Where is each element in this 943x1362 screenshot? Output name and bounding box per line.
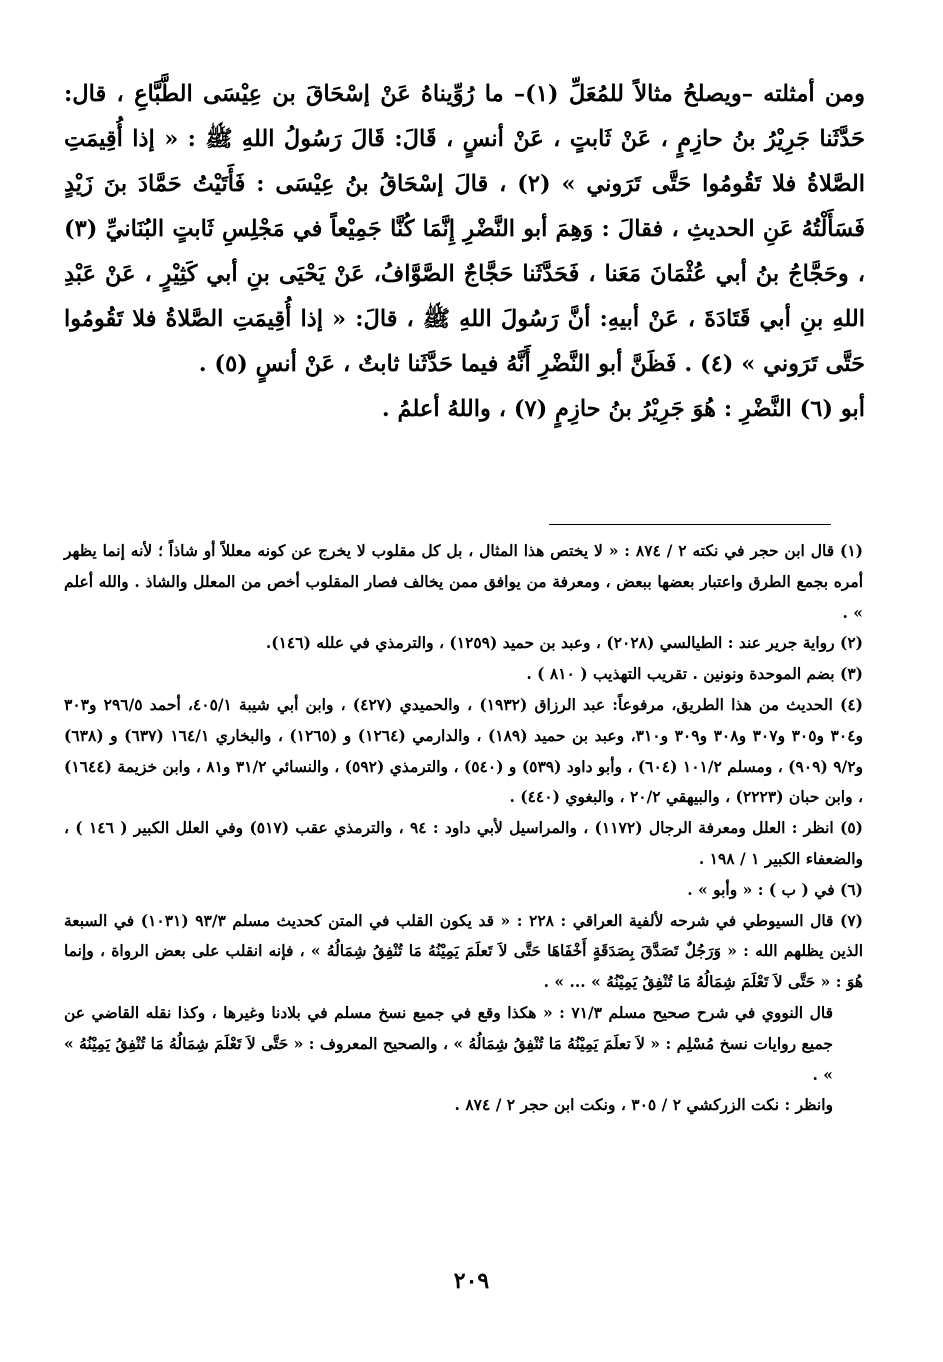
footnote-4: (٤) الحديث من هذا الطريق، مرفوعاً: عبد الرزاق (١٩٣٢) ، والحميدي (٤٢٧) ، وابن أبي شيبة ٤٠٥/١، أحمد ٢٩٦/٥ و٣٠٣ و٣٠٤ و٣٠٥ و٣٠٧ و٣٠٨ و٣٠٩ و٣١٠، وعبد بن حميد (١٨٩) ، والدارمي (١٢٦٤) و (١٢٦٥) ، والبخاري ١٦٤/١ (٦٣٧) و (٦٣٨) و٩/٢ (٩٠٩) ، ومسلم ١٠١/٢ (٦٠٤) ، وأبو داود (٥٣٩) و (٥٤٠) ، والترمذي (٥٩٢) ، والنسائي ٣١/٢ و٨١ ، وابن خزيمة (١٦٤٤) ، وابن حبان (٢٢٢٣) ، والبيهقي ٢٠/٢ ، والبغوي (٤٤٠) . — [64, 694, 864, 807]
footnote-6: (٦) في ( ب ) : « وأبو » . — [687, 879, 863, 899]
main-paragraph-2: أبو (٦) النَّضْرِ : هُوَ جَرِيْرُ بنُ حازِمٍ (٧) ، واللهُ أعلمُ . — [381, 396, 865, 422]
footnote-7: (٧) قال السيوطي في شرحه لألفية العراقي : ٢٢٨ : « قد يكون القلب في المتن كحديث مسلم ٩٣/٣ (١٠٣١) في السبعة الذين يظلهم الله : « وَرَجُلٌ تَصَدَّقَ بِصَدَقَةٍ أَخْفَاهَا حَتَّى لاَ تَعلَمَ يَمِيْنُهُ مَا تُنْفِقُ شِمَالُهُ » ، فإنه انقلب على بعض الرواة ، وإنما هُوَ : « حَتَّى لاَ تَعْلَمَ شِمَالُهُ مَا تُنْفِقُ يَمِيْنُهُ » ... » . — [64, 910, 864, 992]
footnote-7-see-also: وانظر : نكت الزركشي ٢ / ٣٠٥ ، ونكت ابن حجر ٢ / ٨٧٤ . — [454, 1095, 833, 1115]
footnote-1: (١) قال ابن حجر في نكته ٢ / ٨٧٤ : « لا يختص هذا المثال ، بل كل مقلوب لا يخرج عن كونه معللاً أو شاذاً ؛ لأنه إنما يظهر أمره بجمع الطرق واعتبار بعضها ببعض ، ومعرفة من يوافق ممن يخالف فصار المقلوب أخص من المعلل والشاذ . والله أعلم » . — [64, 541, 863, 622]
main-paragraph-1: ومن أمثلته –ويصلحُ مثالاً للمُعَلِّ (١)– ما رُوِّيناهُ عَنْ إسْحَاقَ بن عِيْسَى الطَّبَّاعِ ، قال: حَدَّثَنا جَرِيْرُ بنُ حازِمٍ ، عَنْ ثَابتٍ ، عَنْ أنسٍ ، قَالَ: قَالَ رَسُولُ اللهِ ﷺ : « إذا أُقِيمَتِ الصَّلاةُ فلا تَقُومُوا حَتَّى تَرَوني » (٢) ، قالَ إسْحَاقُ بنُ عِيْسَى : فَأَتَيْتُ حَمَّادَ بنَ زَيْدٍ فَسَأَلْتُهُ عَنِ الحديثِ ، فقالَ : وَهِمَ أبو النَّضْرِ إِنَّمَا كُنَّا جَمِيْعاً في مَجْلِسِ ثَابتٍ البُنَانيِّ (٣) ، وحَجَّاجُ بنُ أبي عُثْمَانَ مَعَنا ، فَحَدَّثَنا حَجَّاجٌ الصَّوَّافُ، عَنْ يَحْيَى بنِ أبي كَثِيْرٍ ، عَنْ عَبْدِ اللهِ بنِ أبي قَتَادَةَ ، عَنْ أبيهِ: أنَّ رَسُولَ اللهِ ﷺ ، قالَ: « إذا أُقِيمَتِ الصَّلاةُ فلا تَقُومُوا حَتَّى تَرَوني » (٤) . فَظَنَّ أبو النَّضْرِ أَنَّهُ فيما حَدَّثَنا ثابتٌ ، عَنْ أنسٍ (٥) . — [64, 81, 865, 377]
main-text — [64, 72, 865, 432]
page-number: ٢٠٩ — [453, 1268, 490, 1294]
footnote-5: (٥) انظر : العلل ومعرفة الرجال (١١٧٢) ، والمراسيل لأبي داود : ٩٤ ، والترمذي عقب (٥١٧) وفي العلل الكبير ( ١٤٦ ) ، والضعفاء الكبير ١ / ١٩٨ . — [64, 818, 863, 868]
footnote-separator — [549, 524, 831, 525]
footnote-3: (٣) بضم الموحدة ونونين . تقريب التهذيب ( ٨١٠ ) . — [526, 664, 863, 684]
footnotes — [64, 536, 863, 1121]
footnote-2: (٢) رواية جرير عند : الطيالسي (٢٠٢٨) ، وعبد بن حميد (١٢٥٩) ، والترمذي في علله (١٤٦). — [265, 633, 863, 653]
footnote-7-continuation: قال النووي في شرح صحيح مسلم ٧١/٣ : « هكذا وقع في جميع نسخ مسلم في بلادنا وغيرها ، وكذا نقله القاضي عن جميع روايات نسخ مُسْلِم : « لاَ تعلَمَ يَمِيْنُهُ مَا تُنْفِقُ شِمَالُهُ » ، والصحيح المعروف : « حَتَّى لاَ تَعْلَمَ شِمَالُهُ مَا تُنْفِقُ يَمِيْنُهُ » » . — [64, 1002, 833, 1084]
